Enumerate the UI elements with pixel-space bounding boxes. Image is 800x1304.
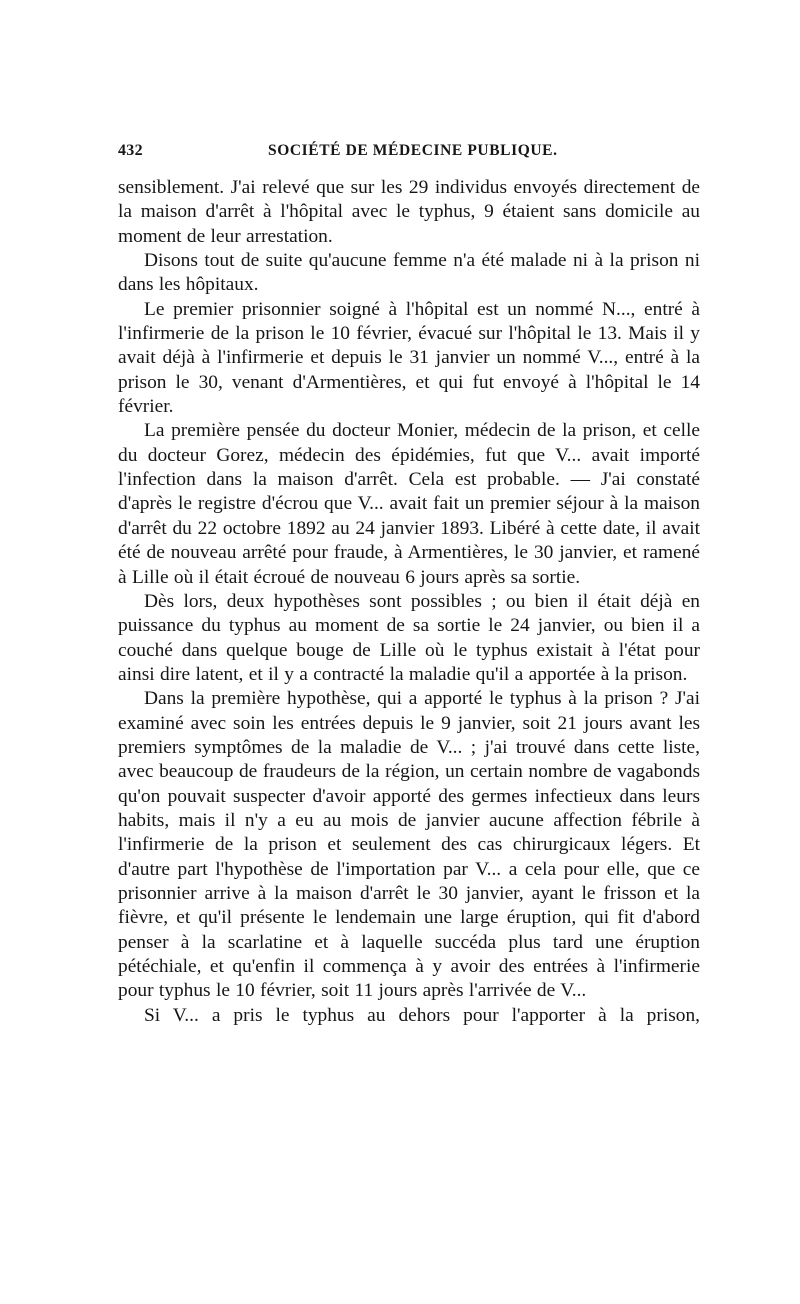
book-page [118,142,700,1028]
page-number: 432 [118,142,143,159]
paragraph-women: Disons tout de suite qu'aucune femme n'a été malade ni à la prison ni dans les hôpitaux. [118,250,700,296]
paragraph-continuation: sensiblement. J'ai relevé que sur les 29 individus envoyés directement de la maison d'arrêt à l'hôpital avec le typhus, 9 étaient sans domicile au moment de leur arrestation. [118,177,700,247]
page-header [118,142,700,166]
paragraph-hypotheses: Dès lors, deux hypothèses sont possibles ; ou bien il était déjà en puissance du typhus au moment de sa sortie le 24 janvier, ou bien il a couché dans quelque bouge de Lille où le typhus existait à l'état pour ainsi dire latent, et il y a contracté la maladie qu'il a apportée à la prison. [118,590,700,685]
paragraph-first-hypothesis: Dans la première hypothèse, qui a apporté le typhus à la prison ? J'ai examiné avec soin les entrées depuis le 9 janvier, soit 21 jours avant les premiers symptômes de la maladie de V... ; j'ai trouvé dans cette liste, avec beaucoup de fraudeurs de la région, un certain nombre de vagabonds qu'on pouvait suspecter d'avoir apporté des germes infectieux dans leurs habits, mais il n'y a eu au mois de janvier aucune affection fébrile à l'infirmerie de la prison et seulement des cas chirurgicaux légers. Et d'autre part l'hypothèse de l'importation par V... a cela pour elle, que ce prisonnier arrive à la maison d'arrêt le 30 janvier, ayant le frisson et la fièvre, et qu'il présente le lendemain une large éruption, qui fit d'abord penser à la scarlatine et à laquelle succéda plus tard une éruption pétéchiale, et qu'enfin il commença à y avoir des entrées à l'infirmerie pour typhus le 10 février, soit 11 jours après l'arrivée de V... [118,688,700,1002]
body-text [118,176,700,1028]
paragraph-first-thought: La première pensée du docteur Monier, médecin de la prison, et celle du docteur Gorez, médecin des épidémies, fut que V... avait importé l'infection dans la maison d'arrêt. Cela est probable. — J'ai constaté d'après le registre d'écrou que V... avait fait un premier séjour à la maison d'arrêt du 22 octobre 1892 au 24 janvier 1893. Libéré à cette date, il avait été de nouveau arrêté pour fraude, à Armentières, le 30 janvier, et ramené à Lille où il était écroué de nouveau 6 jours après sa sortie. [118,420,700,588]
running-title: SOCIÉTÉ DE MÉDECINE PUBLIQUE. [268,142,558,159]
paragraph-first-prisoner: Le premier prisonnier soigné à l'hôpital est un nommé N..., entré à l'infirmerie de la prison le 10 février, évacué sur l'hôpital le 13. Mais il y avait déjà à l'infirmerie et depuis le 31 janvier un nommé V..., entré à la prison le 30, venant d'Armentières, et qui fut envoyé à l'hôpital le 14 février. [118,298,700,418]
paragraph-final: Si V... a pris le typhus au dehors pour l'apporter à la prison, [144,1004,700,1026]
